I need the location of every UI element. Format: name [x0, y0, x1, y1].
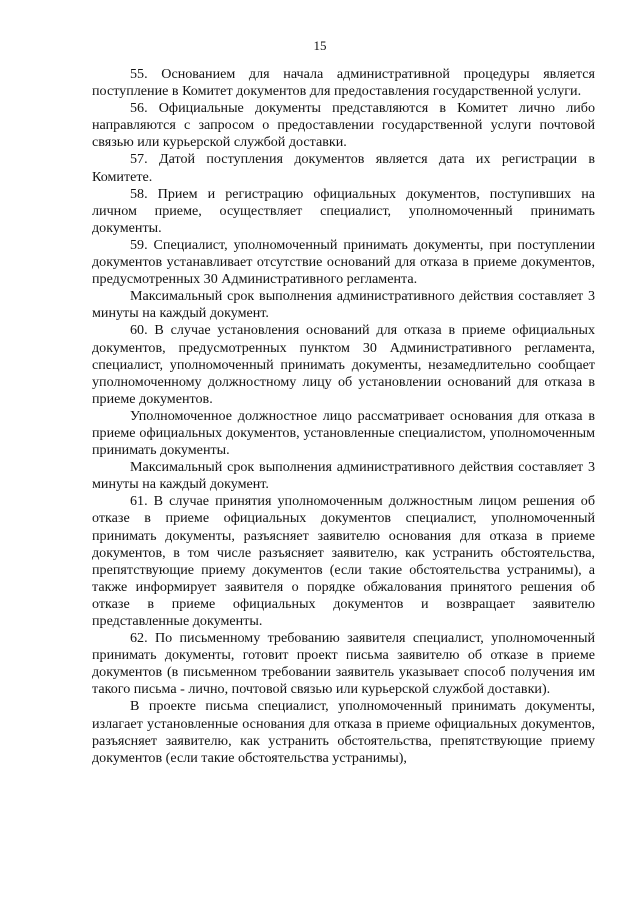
- paragraph-56: 56. Официальные документы представляются в Комитет лично либо направляются с запросом о предоставлении государственной услуги почтовой связью или курьерской службой доставки.: [92, 100, 595, 151]
- paragraph-60-review: Уполномоченное должностное лицо рассматривает основания для отказа в приеме официальных документов, установленные специалистом, уполномоченным принимать документы.: [92, 407, 595, 459]
- paragraph-61: 61. В случае принятия уполномоченным должностным лицом решения об отказе в приеме официальных документов специалист, уполномоченный принимать документы, разъясняет заявителю основания для отказа в приеме документов, в том числе разъясняет заявителю, как устранить обстоятельства, препятствующие приему документов (если такие обстоятельства устранимы), а также информирует заявителя о порядке обжалования принятого решения об отказе в приеме официальных документов и возвращает заявителю представленные документы.: [92, 493, 595, 629]
- paragraph-57: 57. Датой поступления документов является дата их регистрации в Комитете.: [92, 151, 595, 185]
- paragraph-59: 59. Специалист, уполномоченный принимать документы, при поступлении документов устанавливает отсутствие оснований для отказа в приеме документов, предусмотренных 30 Административного регламента.: [92, 236, 595, 288]
- paragraph-60-deadline: Максимальный срок выполнения административного действия составляет 3 минуты на каждый документ.: [92, 459, 595, 493]
- paragraph-62: 62. По письменному требованию заявителя специалист, уполномоченный принимать документы, готовит проект письма заявителю об отказе в приеме документов (в письменном требовании заявитель указывает способ получения им такого письма - лично, почтовой связью или курьерской службой доставки).: [92, 630, 595, 698]
- paragraph-55: 55. Основанием для начала административной процедуры является поступление в Комитет документов для предоставления государственной услуги.: [92, 66, 595, 100]
- paragraph-60: 60. В случае установления оснований для отказа в приеме официальных документов, предусмотренных пунктом 30 Административного регламента, специалист, уполномоченный принимать документы, незамедлительно сообщает уполномоченному должностному лицу об установлении оснований для отказа в приеме документов.: [92, 322, 595, 407]
- paragraph-62-letter-draft: В проекте письма специалист, уполномоченный принимать документы, излагает установленные основания для отказа в приеме официальных документов, разъясняет заявителю, как устранить обстоятельства, препятствующие приему документов (если такие обстоятельства устранимы),: [92, 698, 595, 766]
- paragraph-59-deadline: Максимальный срок выполнения административного действия составляет 3 минуты на каждый документ.: [92, 288, 595, 322]
- document-body: [92, 66, 595, 767]
- page-number: 15: [313, 38, 327, 53]
- paragraph-58: 58. Прием и регистрацию официальных документов, поступивших на личном приеме, осуществляет специалист, уполномоченный принимать документы.: [92, 185, 595, 236]
